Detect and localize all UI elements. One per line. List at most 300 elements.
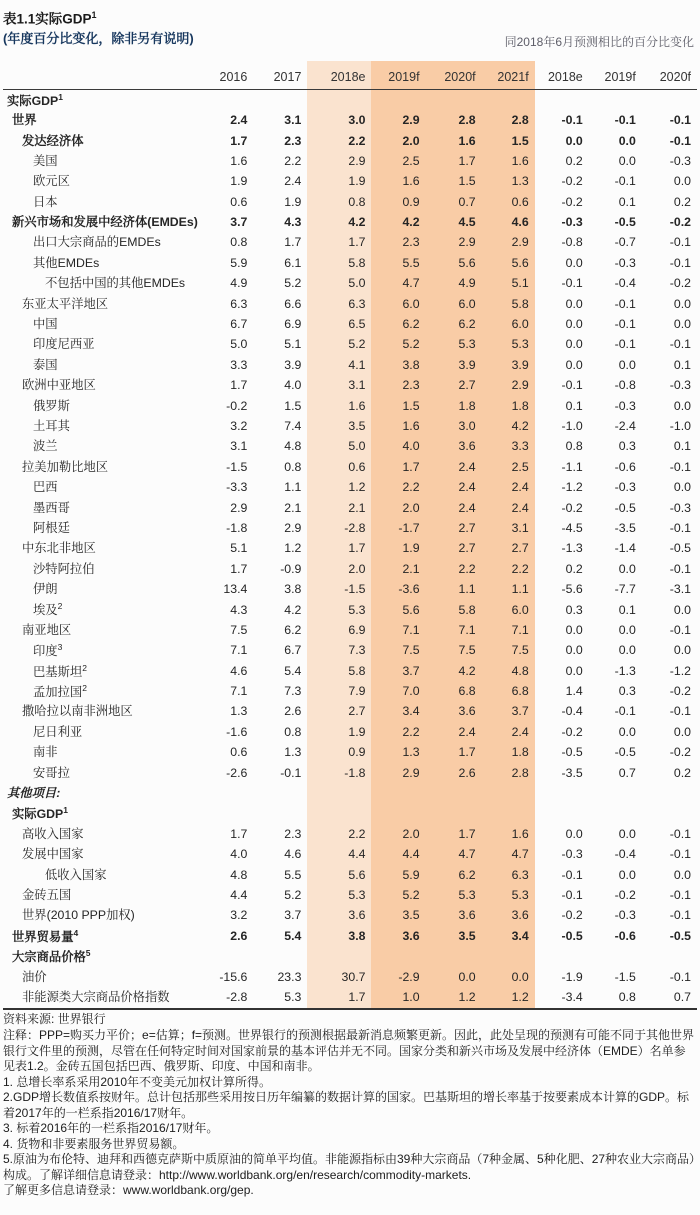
cell-value — [371, 90, 425, 111]
cell-value: 1.7 — [458, 745, 476, 760]
row-label: 大宗商品价格$^5$ — [12, 948, 91, 965]
cell-value: 5.2 — [284, 276, 302, 291]
column-header: 2020f — [426, 61, 482, 90]
cell-value: 2.9 — [511, 235, 529, 250]
row-label: 波兰 — [33, 439, 58, 454]
cell-value — [195, 783, 253, 803]
row-label: 世界(2010 PPP加权) — [22, 908, 135, 923]
cell-value: -0.1 — [561, 887, 583, 902]
cell-value: -1.5 — [614, 969, 636, 984]
cell-value: 7.1 — [402, 622, 420, 637]
cell-value: -0.6 — [614, 928, 636, 943]
cell-value: 0.3 — [618, 684, 636, 699]
cell-value: -0.1 — [669, 704, 691, 719]
cell-value: 7.0 — [402, 684, 420, 699]
cell-value: 7.5 — [402, 643, 420, 658]
footnote-marker: 4 — [73, 927, 79, 938]
cell-value: 0.0 — [673, 724, 691, 739]
row-label: 撒哈拉以南非洲地区 — [22, 704, 133, 719]
cell-value: -1.1 — [561, 459, 583, 474]
cell-value: 0.3 — [618, 439, 636, 454]
cell-value: 1.6 — [511, 153, 529, 168]
footnote-line: 2.GDP增长数值系按财年。总计包括那些采用按日历年编纂的数据计算的国家。巴基斯坦的增长率基于按要素成本计算的GDP。标着2017年的一栏系指2016/17财年。 — [3, 1090, 690, 1120]
cell-value: 0.1 — [565, 398, 583, 413]
cell-value: 3.6 — [402, 928, 420, 943]
row-label: 金砖五国 — [22, 887, 72, 902]
cell-value: -3.6 — [398, 582, 420, 597]
row-label: 不包括中国的其他EMDEs — [45, 276, 186, 291]
cell-value: -0.1 — [614, 337, 636, 352]
cell-value: -0.3 — [669, 500, 691, 515]
cell-value — [307, 946, 371, 966]
cell-value: -2.9 — [398, 969, 420, 984]
cell-value: 2.2 — [348, 133, 366, 148]
cell-value: 0.6 — [511, 194, 529, 209]
cell-value: 4.9 — [230, 276, 248, 291]
cell-value: 5.6 — [348, 867, 366, 882]
cell-value: 0.0 — [673, 480, 691, 495]
cell-value: 2.2 — [402, 480, 420, 495]
cell-value: 0.0 — [618, 357, 636, 372]
cell-value: 2.9 — [230, 500, 248, 515]
cell-value: -0.5 — [614, 500, 636, 515]
cell-value: -0.3 — [614, 480, 636, 495]
cell-value: 4.2 — [458, 663, 476, 678]
cell-value: 6.9 — [284, 317, 302, 332]
cell-value: -0.2 — [561, 724, 583, 739]
cell-value: 1.9 — [348, 174, 366, 189]
footnote-line: 4. 货物和非要素服务世界贸易额。 — [3, 1136, 185, 1151]
row-label: 其他EMDEs — [33, 255, 100, 270]
cell-value: 0.0 — [673, 398, 691, 413]
table-row — [3, 151, 697, 171]
cell-value: 2.8 — [458, 113, 476, 128]
cell-value: 4.1 — [348, 357, 366, 372]
column-header: 2019f — [371, 61, 425, 90]
table-row — [3, 722, 697, 742]
cell-value: 0.0 — [618, 724, 636, 739]
cell-value: 6.7 — [284, 643, 302, 658]
cell-value: 4.4 — [230, 887, 248, 902]
cell-value: 5.1 — [284, 337, 302, 352]
cell-value: 6.0 — [402, 296, 420, 311]
table-row — [3, 375, 697, 395]
cell-value: -0.1 — [614, 704, 636, 719]
cell-value: 1.7 — [402, 459, 420, 474]
cell-value: -0.6 — [614, 459, 636, 474]
table-row — [3, 131, 697, 151]
cell-value: 4.6 — [230, 663, 248, 678]
cell-value: 5.9 — [402, 867, 420, 882]
cell-value: -5.6 — [561, 582, 583, 597]
cell-value: 7.1 — [230, 684, 248, 699]
cell-value: 3.3 — [230, 357, 248, 372]
table-row — [3, 763, 697, 783]
cell-value: 0.0 — [673, 296, 691, 311]
cell-value: 6.5 — [348, 317, 366, 332]
cell-value — [253, 946, 307, 966]
table-row — [3, 539, 697, 559]
cell-value — [307, 804, 371, 824]
cell-value: 2.4 — [458, 459, 476, 474]
cell-value: 0.6 — [230, 745, 248, 760]
cell-value: -2.8 — [344, 520, 366, 535]
table-row — [3, 90, 697, 111]
cell-value: -1.4 — [614, 541, 636, 556]
cell-value: 1.7 — [348, 235, 366, 250]
cell-value: -0.1 — [561, 276, 583, 291]
cell-value: -0.9 — [280, 561, 302, 576]
cell-value: 5.9 — [230, 255, 248, 270]
cell-value: 1.0 — [402, 989, 420, 1004]
cell-value: -0.1 — [669, 969, 691, 984]
cell-value — [426, 946, 482, 966]
cell-value: 7.1 — [458, 622, 476, 637]
cell-value: 2.2 — [284, 153, 302, 168]
cell-value: 5.8 — [511, 296, 529, 311]
cell-value: 1.7 — [230, 378, 248, 393]
cell-value: -0.1 — [561, 113, 583, 128]
row-label: 印度尼西亚 — [33, 337, 95, 352]
cell-value: 2.8 — [511, 113, 529, 128]
cell-value: 1.7 — [230, 826, 248, 841]
cell-value: 0.6 — [230, 194, 248, 209]
cell-value: 0.8 — [348, 194, 366, 209]
cell-value: 1.2 — [458, 989, 476, 1004]
cell-value — [535, 783, 589, 803]
cell-value: 2.6 — [284, 704, 302, 719]
table-row — [3, 824, 697, 844]
column-header: 2017 — [253, 61, 307, 90]
cell-value: 2.4 — [458, 724, 476, 739]
cell-value: -0.5 — [614, 745, 636, 760]
cell-value: 0.0 — [618, 643, 636, 658]
footnote-marker: 3 — [57, 642, 63, 653]
cell-value: 4.2 — [284, 602, 302, 617]
table-row — [3, 804, 697, 824]
row-label: 俄罗斯 — [33, 398, 70, 413]
cell-value: 2.3 — [402, 235, 420, 250]
cell-value: 0.0 — [565, 317, 583, 332]
cell-value: 2.9 — [402, 765, 420, 780]
cell-value: 0.2 — [673, 194, 691, 209]
cell-value — [589, 90, 642, 111]
cell-value: 2.0 — [348, 561, 366, 576]
table-row — [3, 253, 697, 273]
cell-value: -0.1 — [614, 317, 636, 332]
cell-value: -0.1 — [669, 133, 691, 148]
cell-value — [589, 783, 642, 803]
cell-value: 2.9 — [402, 113, 420, 128]
column-header: 2020f — [642, 61, 697, 90]
cell-value: 5.0 — [348, 276, 366, 291]
cell-value: 3.4 — [511, 928, 529, 943]
row-label: 土耳其 — [33, 418, 70, 433]
cell-value: 5.2 — [402, 887, 420, 902]
cell-value: 6.0 — [511, 317, 529, 332]
cell-value: 7.4 — [284, 418, 302, 433]
cell-value: -1.3 — [561, 541, 583, 556]
cell-value: -0.3 — [614, 398, 636, 413]
cell-value: 5.8 — [348, 663, 366, 678]
cell-value — [307, 783, 371, 803]
cell-value: 0.0 — [618, 826, 636, 841]
cell-value — [642, 90, 697, 111]
cell-value: 1.6 — [402, 418, 420, 433]
cell-value: 2.3 — [402, 378, 420, 393]
cell-value: 4.5 — [458, 215, 476, 230]
cell-value: 3.1 — [511, 520, 529, 535]
cell-value: 7.3 — [348, 643, 366, 658]
cell-value: 0.3 — [565, 602, 583, 617]
footnote-line: 3. 标着2016年的一栏系指2016/17财年。 — [3, 1121, 219, 1136]
row-label: 欧洲中亚地区 — [22, 378, 96, 393]
cell-value: 3.9 — [458, 357, 476, 372]
cell-value: 1.5 — [402, 398, 420, 413]
cell-value: 4.3 — [284, 215, 302, 230]
table-row — [3, 885, 697, 905]
cell-value: 2.9 — [458, 235, 476, 250]
table-row — [3, 967, 697, 987]
column-header: 2016 — [195, 61, 253, 90]
cell-value: 0.2 — [565, 561, 583, 576]
cell-value: -0.4 — [561, 704, 583, 719]
cell-value: 4.2 — [348, 215, 366, 230]
cell-value: 1.5 — [284, 398, 302, 413]
footnote-marker: 2 — [57, 601, 63, 612]
cell-value: 2.3 — [284, 133, 302, 148]
cell-value: -2.6 — [226, 765, 248, 780]
cell-value: 2.7 — [458, 541, 476, 556]
cell-value: 0.2 — [565, 153, 583, 168]
source-line: 资料来源: 世界银行 — [3, 1011, 106, 1026]
cell-value — [642, 804, 697, 824]
cell-value: -0.3 — [669, 378, 691, 393]
table-row — [3, 661, 697, 681]
cell-value: -0.2 — [561, 908, 583, 923]
cell-value: 0.9 — [348, 745, 366, 760]
cell-value — [589, 804, 642, 824]
cell-value: 6.2 — [458, 867, 476, 882]
table-row — [3, 926, 697, 946]
cell-value: 5.3 — [511, 887, 529, 902]
cell-value: -0.2 — [561, 500, 583, 515]
cell-value: 2.0 — [402, 500, 420, 515]
cell-value: 3.9 — [511, 357, 529, 372]
column-header: 2019f — [589, 61, 642, 90]
cell-value: -7.7 — [614, 582, 636, 597]
cell-value: 4.0 — [402, 439, 420, 454]
cell-value: 1.8 — [458, 398, 476, 413]
cell-value: 3.5 — [458, 928, 476, 943]
cell-value: -0.3 — [561, 847, 583, 862]
cell-value: 1.9 — [402, 541, 420, 556]
cell-value: 0.0 — [565, 826, 583, 841]
cell-value: 2.4 — [511, 500, 529, 515]
cell-value: 1.6 — [511, 826, 529, 841]
cell-value: 3.1 — [284, 113, 302, 128]
cell-value: 1.5 — [511, 133, 529, 148]
cell-value: 5.5 — [402, 255, 420, 270]
table-row — [3, 294, 697, 314]
cell-value: 6.3 — [511, 867, 529, 882]
row-label: 新兴市场和发展中经济体(EMDEs) — [12, 215, 198, 230]
cell-value: 3.2 — [230, 908, 248, 923]
cell-value: -0.1 — [669, 887, 691, 902]
table-subtitle: (年度百分比变化，除非另有说明) — [3, 30, 194, 46]
cell-value: -0.2 — [669, 276, 691, 291]
cell-value: -0.2 — [561, 174, 583, 189]
row-label-header — [3, 61, 195, 90]
cell-value: 1.9 — [230, 174, 248, 189]
footnote-marker: 1 — [58, 91, 63, 102]
cell-value: 3.7 — [402, 663, 420, 678]
cell-value: 3.6 — [348, 908, 366, 923]
cell-value: 7.5 — [511, 643, 529, 658]
row-label: 埃及$^2$ — [33, 601, 63, 618]
row-label: 油价 — [22, 969, 47, 984]
cell-value: 5.2 — [284, 887, 302, 902]
table-row — [3, 641, 697, 661]
cell-value: -0.2 — [669, 684, 691, 699]
cell-value: 4.8 — [511, 663, 529, 678]
cell-value: 3.5 — [348, 418, 366, 433]
cell-value: 4.9 — [458, 276, 476, 291]
cell-value: 5.6 — [402, 602, 420, 617]
row-label: 巴西 — [33, 480, 58, 495]
cell-value — [642, 946, 697, 966]
cell-value: -2.8 — [226, 989, 248, 1004]
cell-value: 4.7 — [402, 276, 420, 291]
cell-value: 0.0 — [673, 602, 691, 617]
cell-value: 1.7 — [348, 989, 366, 1004]
cell-value: 1.9 — [348, 724, 366, 739]
cell-value: 3.6 — [458, 908, 476, 923]
cell-value: 0.2 — [673, 765, 691, 780]
cell-value — [426, 804, 482, 824]
cell-value: 2.4 — [458, 500, 476, 515]
cell-value: 2.2 — [402, 724, 420, 739]
cell-value: 6.6 — [284, 296, 302, 311]
cell-value: 4.6 — [511, 215, 529, 230]
cell-value: -1.2 — [561, 480, 583, 495]
cell-value — [307, 90, 371, 111]
cell-value: 5.8 — [348, 255, 366, 270]
footnote-line: 1. 总增长率系采用2010年不变美元加权计算所得。 — [3, 1074, 272, 1089]
cell-value: 0.0 — [618, 561, 636, 576]
table-row — [3, 844, 697, 864]
cell-value: -2.4 — [614, 418, 636, 433]
cell-value: -0.1 — [669, 561, 691, 576]
cell-value: 2.4 — [458, 480, 476, 495]
cell-value: 1.7 — [230, 133, 248, 148]
cell-value: 0.1 — [673, 439, 691, 454]
row-label: 南亚地区 — [22, 622, 72, 637]
cell-value: -0.1 — [669, 826, 691, 841]
footnote-marker: 2 — [82, 662, 87, 673]
cell-value: 0.8 — [284, 459, 302, 474]
cell-value: 1.9 — [284, 194, 302, 209]
cell-value: 0.0 — [618, 133, 636, 148]
cell-value: -1.3 — [614, 663, 636, 678]
cell-value: -15.6 — [219, 969, 248, 984]
cell-value: -0.5 — [561, 745, 583, 760]
column-header-row — [3, 61, 697, 90]
cell-value: 5.2 — [348, 337, 366, 352]
table-row — [3, 783, 697, 803]
cell-value: 2.7 — [511, 541, 529, 556]
cell-value: 7.5 — [458, 643, 476, 658]
table-row — [3, 946, 697, 966]
cell-value: 23.3 — [277, 969, 302, 984]
table-row — [3, 620, 697, 640]
cell-value: 4.8 — [284, 439, 302, 454]
row-label: 实际GDP$^1$ — [12, 805, 68, 822]
cell-value: 5.1 — [511, 276, 529, 291]
cell-value: 6.8 — [458, 684, 476, 699]
cell-value: -0.1 — [669, 459, 691, 474]
cell-value: -1.8 — [226, 520, 248, 535]
table-row — [3, 865, 697, 885]
cell-value — [253, 783, 307, 803]
row-label: 拉美加勒比地区 — [22, 459, 109, 474]
cell-value: 6.3 — [230, 296, 248, 311]
cell-value — [535, 804, 589, 824]
cell-value: 2.4 — [230, 113, 248, 128]
row-label: 泰国 — [33, 357, 58, 372]
footnote-marker: 5 — [85, 948, 91, 959]
cell-value: -3.3 — [226, 480, 248, 495]
cell-value: 2.4 — [511, 724, 529, 739]
row-label: 中东北非地区 — [22, 541, 96, 556]
cell-value: -0.2 — [226, 398, 248, 413]
cell-value: 7.1 — [230, 643, 248, 658]
cell-value: 5.2 — [402, 337, 420, 352]
row-label: 安哥拉 — [33, 765, 70, 780]
cell-value: 0.1 — [618, 602, 636, 617]
cell-value: 4.0 — [230, 847, 248, 862]
row-label: 发展中国家 — [22, 847, 84, 862]
cell-value: -0.5 — [669, 928, 691, 943]
table-row — [3, 702, 697, 722]
cell-value: 0.0 — [673, 867, 691, 882]
cell-value: -0.4 — [614, 847, 636, 862]
cell-value: -0.3 — [561, 215, 583, 230]
cell-value: 2.2 — [511, 561, 529, 576]
cell-value: 3.7 — [284, 908, 302, 923]
cell-value: 4.4 — [402, 847, 420, 862]
cell-value: 7.9 — [348, 684, 366, 699]
cell-value: 3.0 — [348, 113, 366, 128]
cell-value: 0.0 — [565, 255, 583, 270]
cell-value: 5.6 — [511, 255, 529, 270]
cell-value: 0.1 — [618, 194, 636, 209]
cell-value: 6.9 — [348, 622, 366, 637]
cell-value: 0.0 — [565, 357, 583, 372]
cell-value: 4.7 — [511, 847, 529, 862]
cell-value: 1.2 — [511, 989, 529, 1004]
cell-value: 1.5 — [458, 174, 476, 189]
cell-value: 3.4 — [402, 704, 420, 719]
table-title — [3, 6, 697, 29]
cell-value: 1.8 — [511, 745, 529, 760]
cell-value: 5.3 — [458, 887, 476, 902]
cell-value: 0.8 — [230, 235, 248, 250]
cell-value: 0.8 — [565, 439, 583, 454]
cell-value: -3.5 — [561, 765, 583, 780]
cell-value — [482, 804, 535, 824]
cell-value: 3.6 — [458, 439, 476, 454]
